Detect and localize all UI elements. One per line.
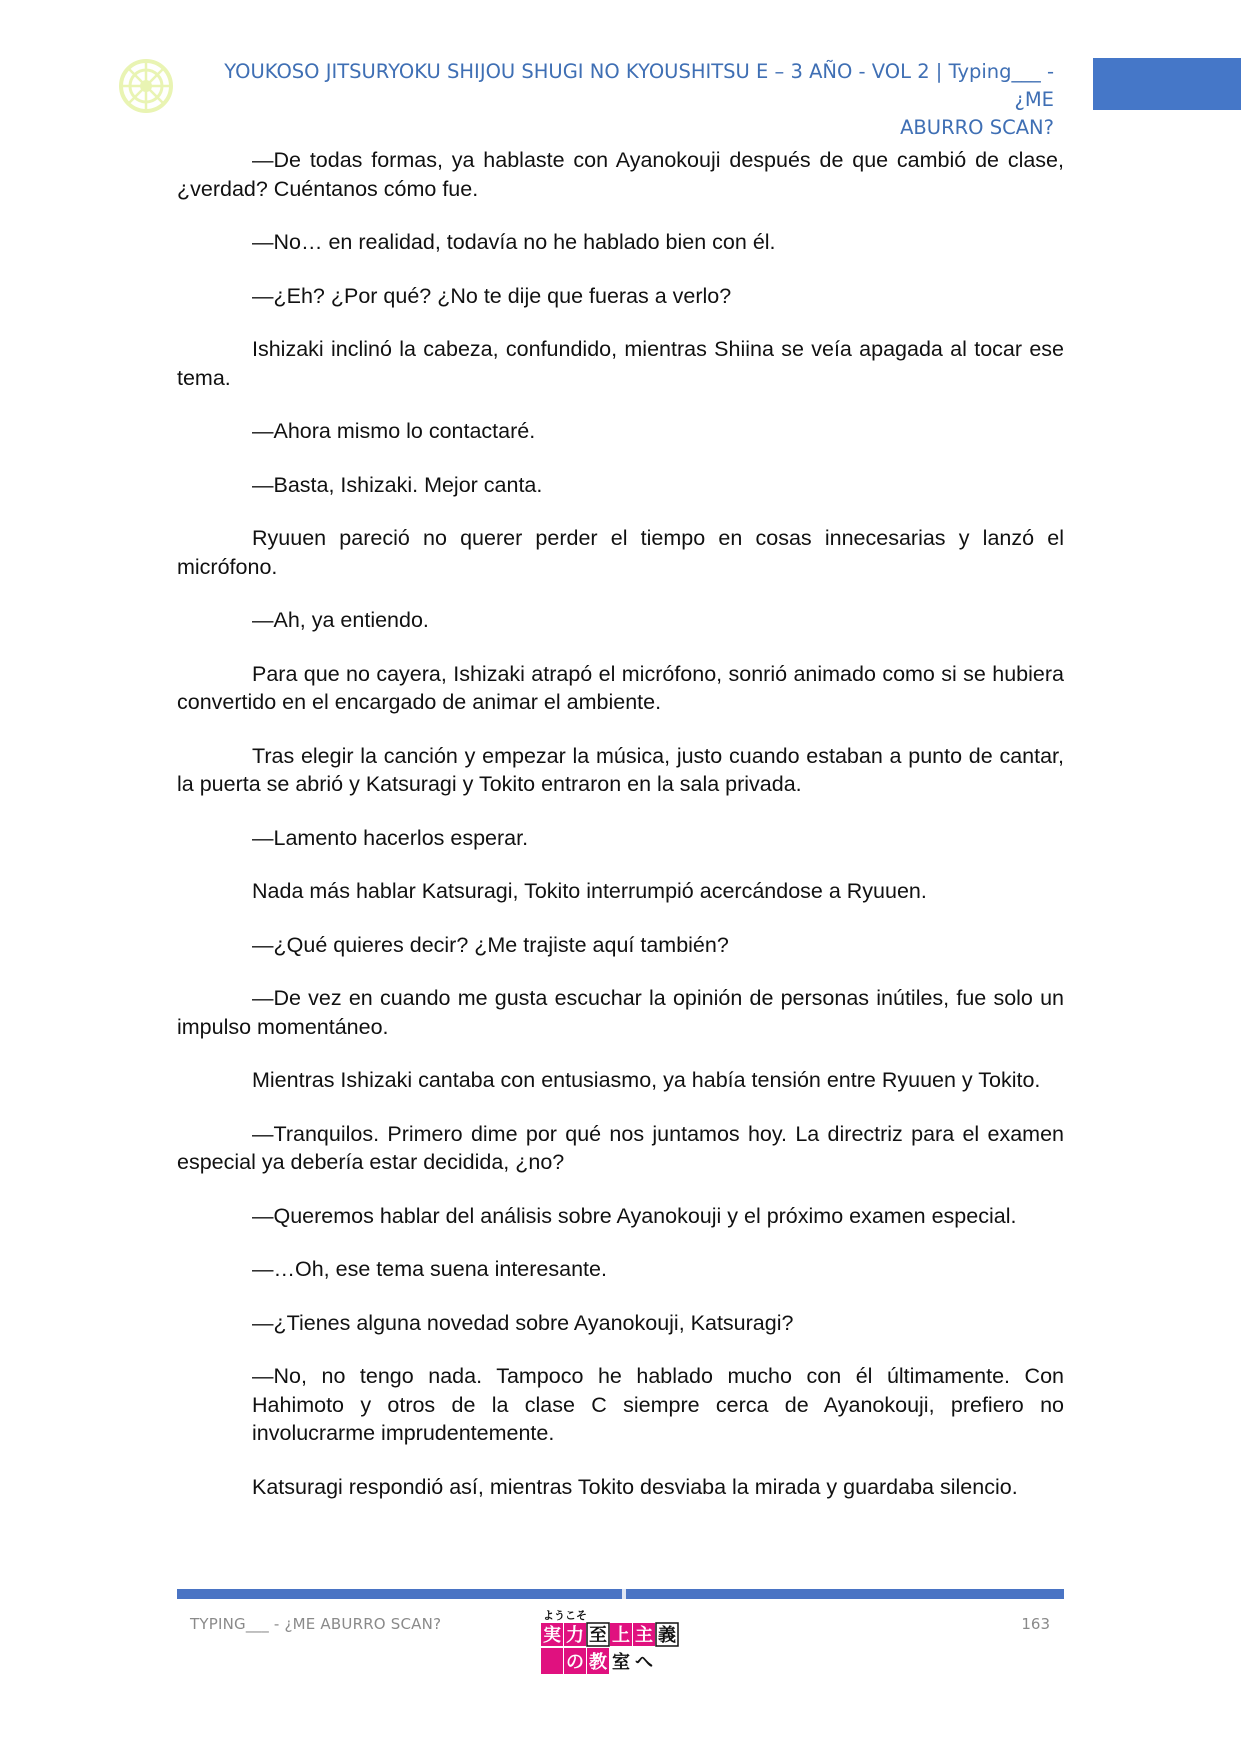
paragraph: —¿Tienes alguna novedad sobre Ayanokouji, Katsuragi?: [252, 1310, 794, 1335]
paragraph: —De todas formas, ya hablaste con Ayanokouji después de que cambió de clase, ¿verdad? Cuéntanos cómo fue.: [177, 148, 1064, 201]
logo-char: の: [566, 1652, 584, 1673]
paragraph: —Ahora mismo lo contactaré.: [252, 419, 536, 443]
logo-char: 室: [612, 1652, 630, 1673]
paragraph: —¿Qué quieres decir? ¿Me trajiste aquí también?: [252, 932, 729, 957]
logo-char: 教: [589, 1652, 607, 1673]
logo-char: 至: [589, 1625, 607, 1646]
page-body: [177, 146, 1064, 1526]
header-title-line-1: YOUKOSO JITSURYOKU SHIJOU SHUGI NO KYOUSHITSU E – 3 AÑO - VOL 2 | Typing___ - ¿ME: [224, 60, 1054, 111]
paragraph: —Queremos hablar del análisis sobre Ayanokouji y el próximo examen especial.: [252, 1203, 1017, 1228]
paragraph: —De vez en cuando me gusta escuchar la opinión de personas inútiles, fue solo un impulso momentáneo.: [177, 986, 1064, 1039]
footer-rule-gap: [622, 1589, 626, 1599]
series-logo: [540, 1606, 695, 1676]
paragraph: —No… en realidad, todavía no he hablado bien con él.: [252, 230, 776, 254]
paragraph: Ryuuen pareció no querer perder el tiempo en cosas innecesarias y lanzó el micrófono.: [177, 526, 1064, 579]
header-emblem-icon: [118, 58, 174, 114]
paragraph: Mientras Ishizaki cantaba con entusiasmo, ya había tensión entre Ryuuen y Tokito.: [252, 1068, 1041, 1092]
header-title-line-2: ABURRO SCAN?: [900, 116, 1054, 139]
paragraph: Ishizaki inclinó la cabeza, confundido, mientras Shiina se veía apagada al tocar ese tema.: [177, 337, 1064, 390]
paragraph: Tras elegir la canción y empezar la música, justo cuando estaban a punto de cantar, la puerta se abrió y Katsuragi y Tokito entraron en la sala privada.: [177, 743, 1064, 796]
paragraph: Nada más hablar Katsuragi, Tokito interrumpió acercándose a Ryuuen.: [252, 879, 927, 903]
logo-row-1: [541, 1623, 678, 1646]
header-accent-bar: [1093, 58, 1241, 110]
logo-char: 主: [635, 1625, 653, 1646]
paragraph: —Ah, ya entiendo.: [252, 608, 429, 632]
paragraph: —Tranquilos. Primero dime por qué nos juntamos hoy. La directriz para el examen especial ya debería estar decidida, ¿no?: [177, 1121, 1064, 1174]
logo-char: 力: [566, 1625, 584, 1646]
header-title: [190, 58, 1054, 142]
paragraph: —…Oh, ese tema suena interesante.: [252, 1257, 607, 1281]
footer-left-text: TYPING___ - ¿ME ABURRO SCAN?: [190, 1615, 442, 1633]
paragraph: —¿Eh? ¿Por qué? ¿No te dije que fueras a verlo?: [252, 283, 732, 308]
logo-char: へ: [635, 1652, 653, 1673]
paragraph: Para que no cayera, Ishizaki atrapó el micrófono, sonrió animado como si se hubiera convertido en el encargado de animar el ambiente.: [177, 661, 1064, 714]
paragraph: —Basta, Ishizaki. Mejor canta.: [252, 472, 543, 497]
paragraph: —No, no tengo nada. Tampoco he hablado mucho con él últimamente. Con Hahimoto y otros de la clase C siempre cerca de Ayanokouji, prefiero no involucrarme imprudentemente.: [252, 1364, 1064, 1445]
logo-char: 上: [612, 1625, 630, 1646]
page-number: 163: [1021, 1615, 1050, 1633]
logo-row-2: [541, 1648, 653, 1674]
logo-top-text: ようこそ: [543, 1609, 587, 1622]
footer-rule: [177, 1589, 1064, 1599]
paragraph: —Lamento hacerlos esperar.: [252, 825, 529, 850]
paragraph: Katsuragi respondió así, mientras Tokito desviaba la mirada y guardaba silencio.: [252, 1474, 1018, 1499]
logo-char: 義: [658, 1625, 676, 1646]
logo-char: 実: [543, 1625, 561, 1646]
